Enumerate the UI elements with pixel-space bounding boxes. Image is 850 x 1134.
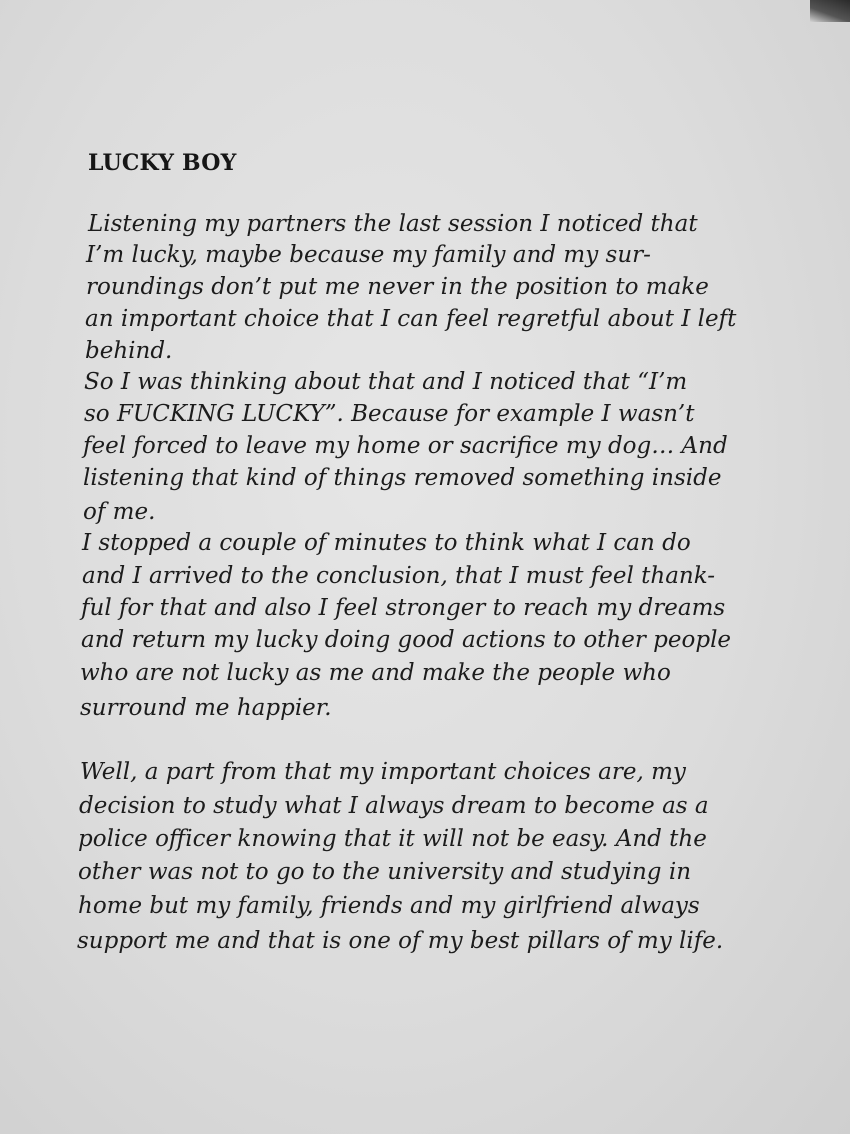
text-line: surround me happier. (80, 695, 332, 721)
text-line: so FUCKING LUCKY”. Because for example I wasn’t (84, 401, 695, 427)
text-line: and return my lucky doing good actions to other people (81, 627, 732, 653)
text-line: feel forced to leave my home or sacrifice my dog… And (83, 433, 728, 459)
text-line: behind. (85, 338, 173, 364)
text-line: listening that kind of things removed something inside (83, 465, 722, 491)
text-line: and I arrived to the conclusion, that I must feel thank- (82, 563, 716, 589)
text-line: roundings don’t put me never in the position to make (86, 274, 709, 300)
text-line: support me and that is one of my best pillars of my life. (77, 928, 724, 954)
text-line: an important choice that I can feel regretful about I left (85, 306, 737, 332)
text-line: of me. (83, 499, 156, 525)
text-line: decision to study what I always dream to become as a (79, 793, 709, 819)
chapter-title: LUCKY BOY (88, 150, 237, 176)
text-line: who are not lucky as me and make the people who (80, 660, 671, 686)
text-line: I’m lucky, maybe because my family and my sur- (86, 242, 651, 268)
text-line: home but my family, friends and my girlfriend always (78, 893, 700, 919)
text-line: So I was thinking about that and I noticed that “I’m (84, 369, 688, 395)
text-line: Well, a part from that my important choices are, my (80, 759, 686, 785)
text-line: Listening my partners the last session I noticed that (88, 211, 698, 237)
page-corner-shadow (810, 0, 850, 22)
text-line: ful for that and also I feel stronger to reach my dreams (81, 595, 726, 621)
text-line: other was not to go to the university and studying in (78, 859, 692, 885)
text-line: police officer knowing that it will not be easy. And the (78, 826, 707, 852)
text-line: I stopped a couple of minutes to think what I can do (82, 530, 691, 556)
